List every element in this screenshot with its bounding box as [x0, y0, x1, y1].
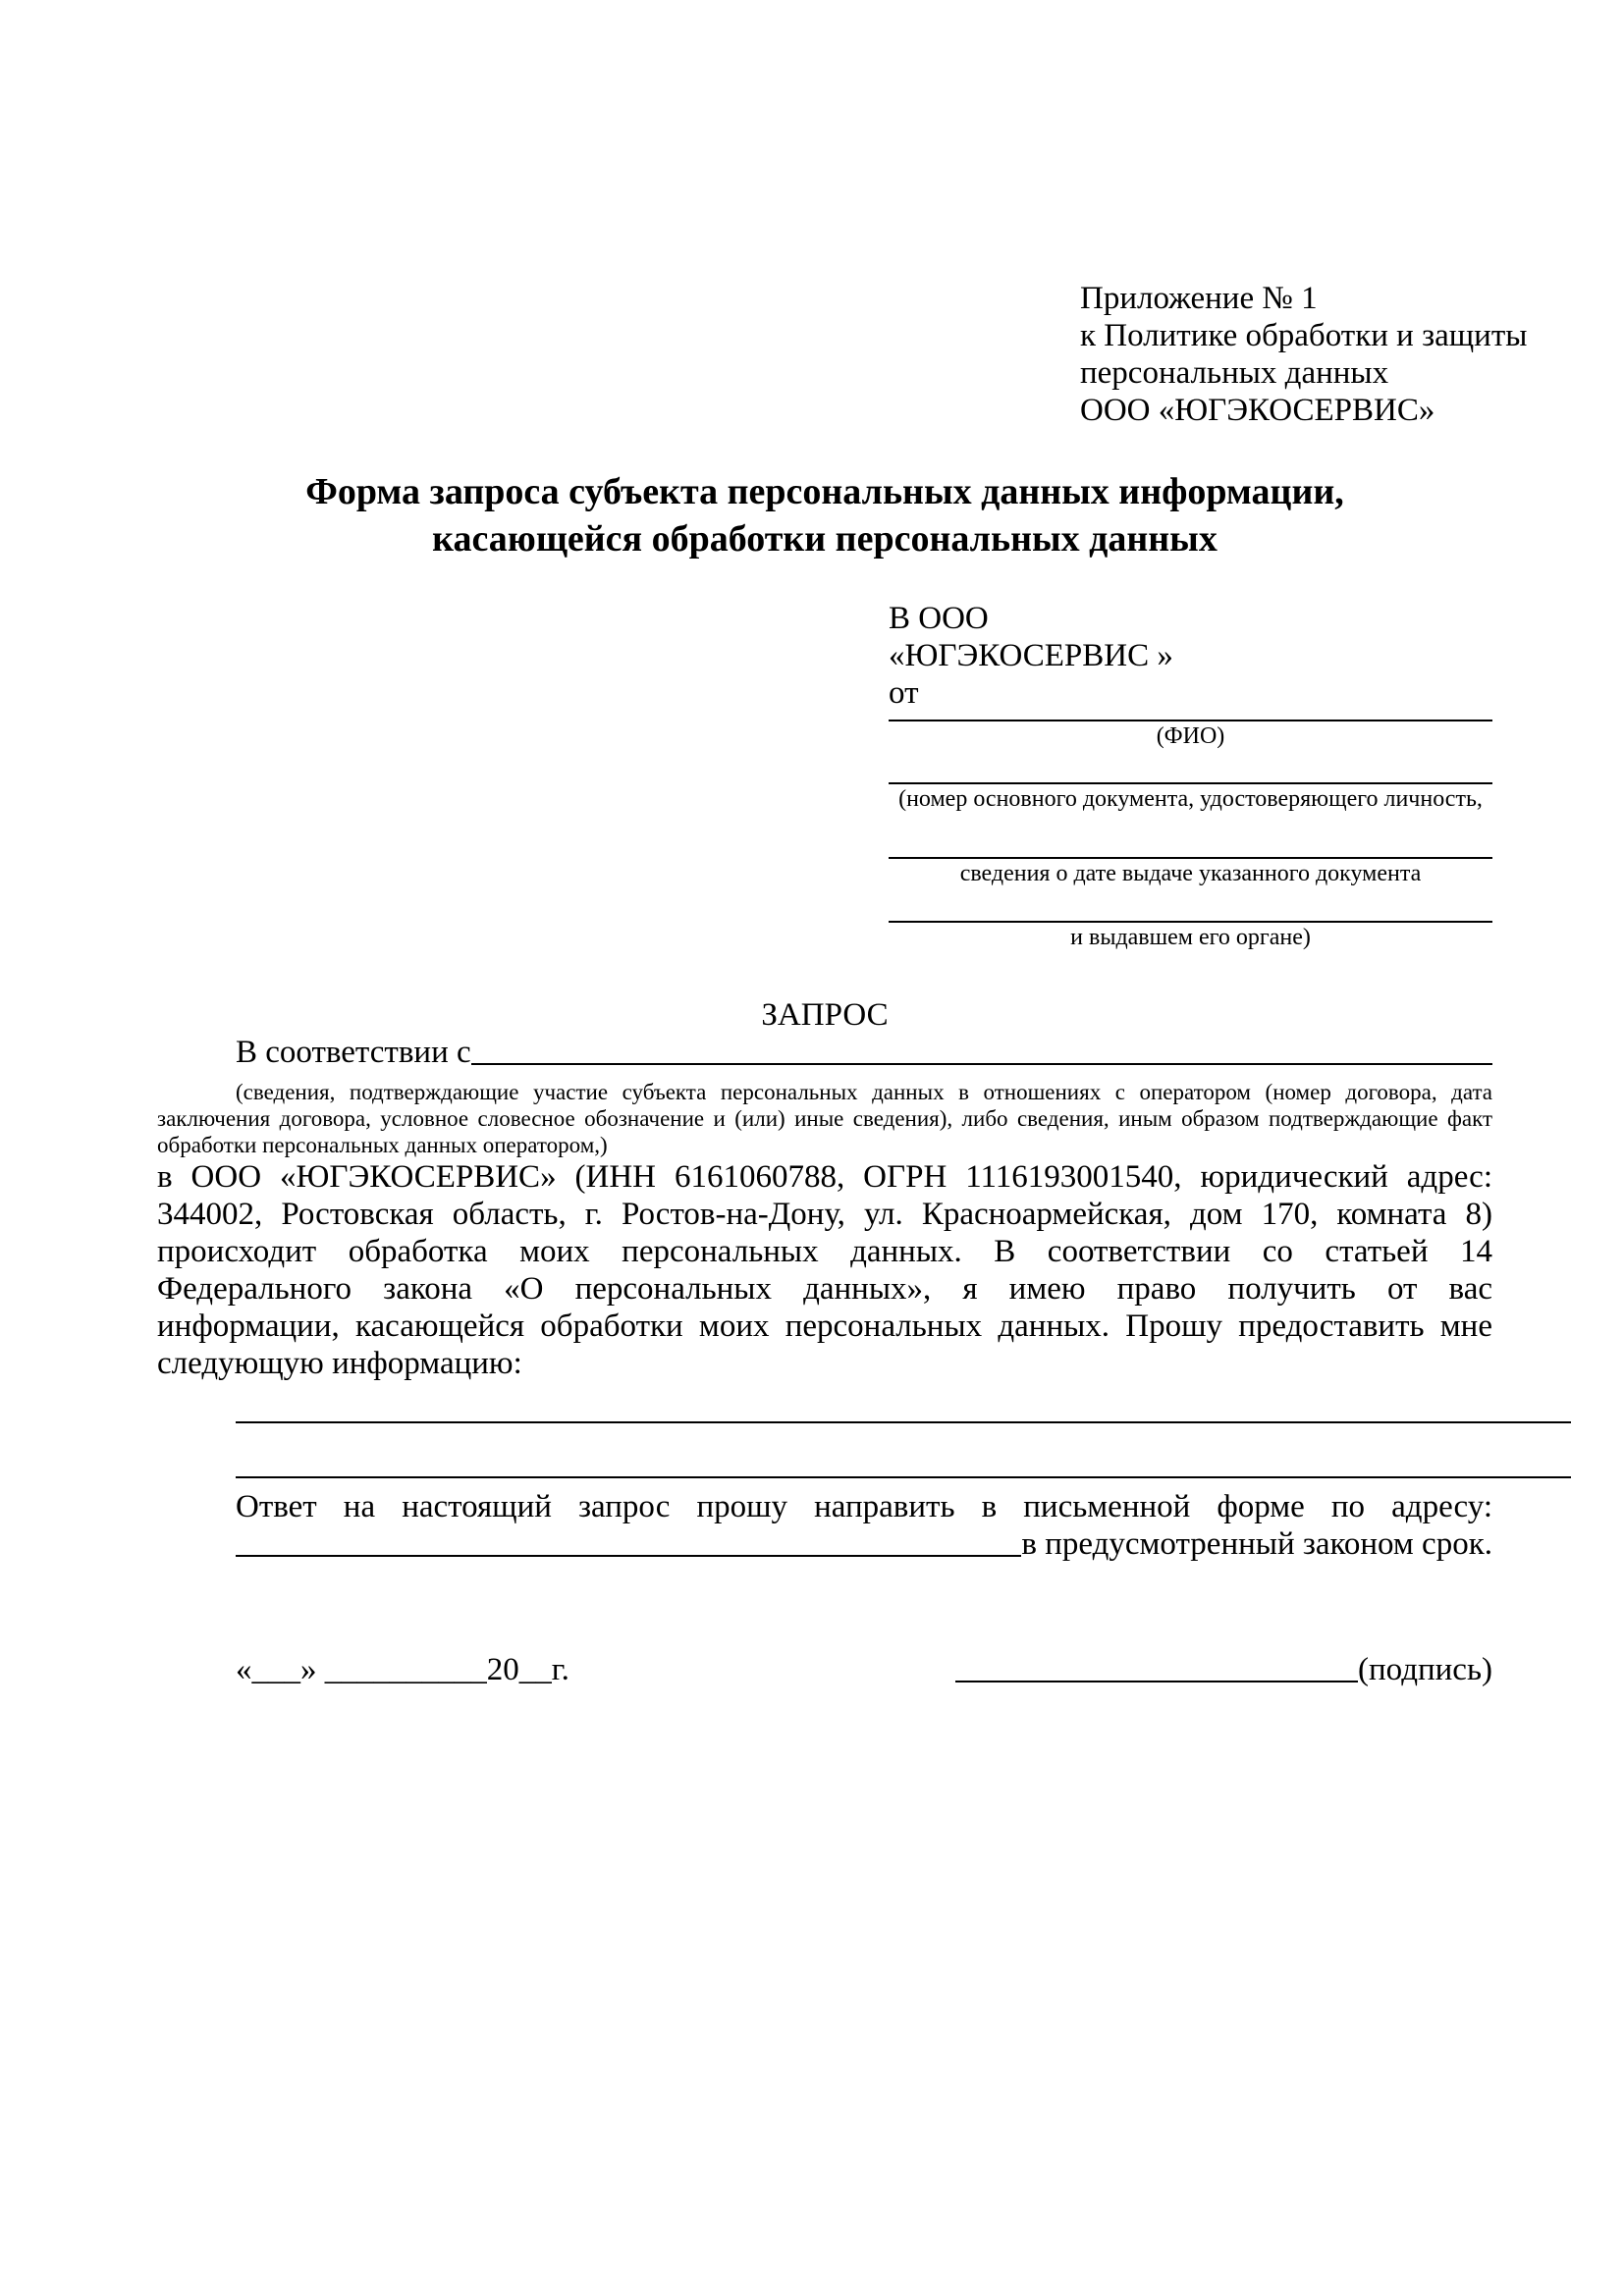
issue-date-caption: сведения о дате выдаче указанного документа: [959, 861, 1422, 886]
request-body: [157, 1158, 1492, 1382]
addressee-block: [889, 600, 1492, 952]
issue-date-field: [889, 857, 1492, 888]
date-blank-text: «___» __________20__г.: [236, 1652, 569, 1687]
document-title: [157, 468, 1492, 562]
request-body-line: 344002, Ростовская область, г. Ростов-на-Дону, ул. Красноармейская, дом 170, комната 8): [157, 1197, 1492, 1232]
fio-caption: (ФИО): [1156, 723, 1225, 749]
request-body-line: следующую информацию:: [157, 1346, 522, 1381]
document-title-line: касающейся обработки персональных данных: [432, 518, 1218, 560]
information-blank-line-1: [236, 1421, 1571, 1423]
addressee-from-label: от: [889, 675, 919, 711]
addressee-line: «ЮГЭКОСЕРВИС »: [889, 638, 1173, 673]
appendix-line: персональных данных: [1080, 355, 1389, 391]
document-number-field: [889, 782, 1492, 814]
appendix-line: к Политике обработки и защиты: [1080, 318, 1528, 353]
information-blank-line-2: [236, 1476, 1571, 1478]
appendix-header: [1080, 280, 1528, 429]
request-body-line: в ООО «ЮГЭКОСЕРВИС» (ИНН 6161060788, ОГРН 1116193001540, юридический адрес:: [157, 1159, 1492, 1195]
request-body-line: Федерального закона «О персональных данных», я имею право получить от вас: [157, 1271, 1492, 1307]
basis-line: [157, 1034, 1492, 1071]
fio-field: [889, 720, 1492, 751]
reply-address-blank-row: [157, 1525, 1492, 1563]
document-title-line: Форма запроса субъекта персональных данных информации,: [305, 471, 1344, 512]
appendix-line: Приложение № 1: [1080, 281, 1318, 316]
request-body-line: информации, касающейся обработки моих персональных данных. Прошу предоставить мне: [157, 1308, 1492, 1344]
signature-caption: (подпись): [1358, 1652, 1492, 1687]
signature-group: [955, 1651, 1492, 1688]
addressee-line: В ООО: [889, 601, 989, 636]
basis-note-line: заключения договора, условное словесное обозначение и (или) иные сведения), либо сведения, иным образом подтверждающие факт: [157, 1106, 1492, 1131]
reply-address-blank-line: [236, 1555, 1021, 1557]
basis-note: [157, 1079, 1492, 1158]
reply-address-line: Ответ на настоящий запрос прошу направить в письменной форме по адресу:: [236, 1489, 1492, 1524]
request-body-line: происходит обработка моих персональных данных. В соответствии со статьей 14: [157, 1234, 1492, 1269]
appendix-line: ООО «ЮГЭКОСЕРВИС»: [1080, 393, 1435, 428]
basis-blank-line: [471, 1063, 1492, 1065]
issuing-authority-caption: и выдавшем его органе): [1070, 925, 1311, 950]
date-signature-row: [157, 1651, 1492, 1688]
basis-note-line: (сведения, подтверждающие участие субъекта персональных данных в отношениях с оператором (номер договора, дата: [236, 1080, 1492, 1104]
document-number-caption: (номер основного документа, удостоверяющего личность,: [898, 786, 1483, 812]
request-heading: ЗАПРОС: [761, 997, 889, 1033]
basis-note-line: обработки персональных данных оператором,): [157, 1133, 608, 1157]
signature-blank-line: [955, 1681, 1358, 1682]
basis-prefix: В соответствии с: [236, 1035, 471, 1070]
issuing-authority-field: [889, 921, 1492, 952]
reply-suffix: в предусмотренный законом срок.: [1021, 1526, 1492, 1562]
